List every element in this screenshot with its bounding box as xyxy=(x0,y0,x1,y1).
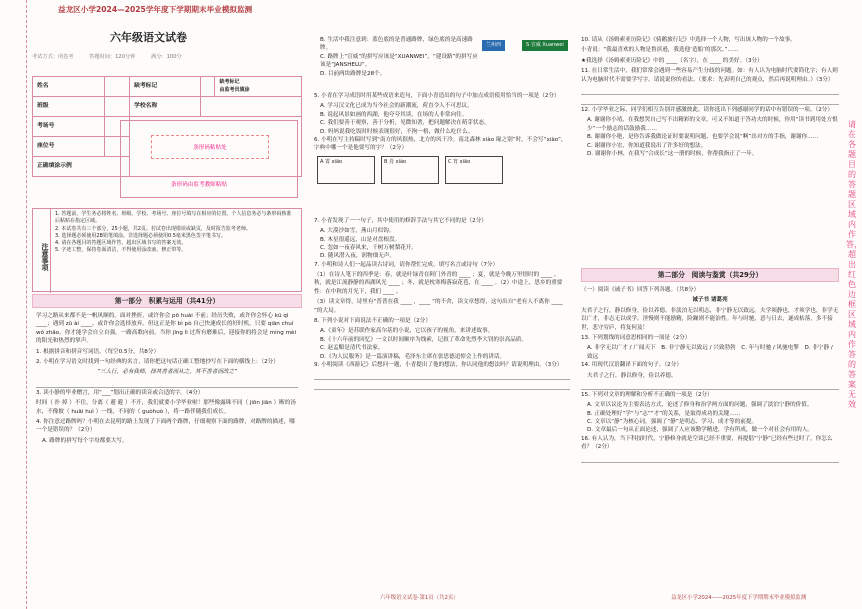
barcode-note: 条形码由监考教师粘贴 xyxy=(171,182,227,188)
dict-entry-a[interactable]: A 霄 xiāo xyxy=(317,156,375,184)
dict-entry-c[interactable]: C 宵 xiāo xyxy=(445,156,503,184)
notes-label: 注意事项 xyxy=(33,209,51,293)
page-footer: 六年级语文试卷·第1页（共2页） xyxy=(380,595,459,602)
part2-questions: （一）阅读《诫子书》回答下列各题。（共8分） 诫子书 诸葛亮 夫君子之行，静以修身，俭以养德。非淡泊无以明志，非宁静无以致远。夫学须静也，才须学也，非学无以广才，非志无以成学。淫慢则不能励精，险躁则不能治性。年与时驰，意与日去，遂成枯落，多不接世，悲守穷庐，将复何及！ 13. 下列划线的词意思相同的一项是（2分） A. 非学无以广才 / 广闻天下 B. 非宁静无以致远 / 兴致勃勃 C. 年与时驰 / 风驰电掣 D. 非宁静 / 致远 14. 用现代汉语翻译下面的句子。（2分） 夫君子之行，静以修身，俭以养德。 15. 下列对文章的理解和分析不正确的一项是（2分） A. 文章以议论为主要表达方式，论述了修身和治学两方面的问题，强调了淡泊宁静的价值。 B. 正确处理好“学”与“志”“才”的关系，是取得成功的关键…… C. 文章以“静”为核心词，强调了“静”是明志、学习、成才等的前提。 D. 文章最后一句从正面论述，强调了人应该勤学精进，学有所成，做一个对社会有用的人。 16. 有人认为，当下科技时代，宁静修身就是空谈已经不重要，再提倡“宁静”已经有些过时了。你怎么看？（2分） xyxy=(581,286,839,464)
side-warning: 请在各题目的答题区域内作答，超出红色边框区域内作答的答案无效 xyxy=(846,120,862,409)
fill-example: 正确填涂示例 xyxy=(33,157,130,177)
dict-entry-b[interactable]: B 肖 xiào xyxy=(381,156,439,184)
questions-5-9: 5. 小青在学习成语时用某些成语来造句，下面小青造出的句子中加点成语使用恰当的一项是（2分） A. 学习汉文化已成为当今社会的新潮流，荷直令人不可思议。 B. 说起风景如画的西湖，他夸夸其谈，在场的人非常向往。 C. 我们要善于观察，善于分析，见微知著，把问题解决在萌芽状态。 D. 妈妈说我吃饭时时候表现很好，不拘一格，做什么吃什么。 6. 小明在写主持稿时写到“南方的风很热，北方的风干冷。南北森林 xiào 缘之别”时，不会写“xiào”，字典中哪一个是他要写的字？（2分） A 霄 xiāo B 肖 xiào C 宵 xiāo 7. 小青发现了一一句子，其中使用的修辞手法与其它不同的是（2分） A. 大漠沙如雪，燕山月似钩。 B. 木星很遥远，山是对盘根盘。 C. 忽如一夜春风来，千树万树梨花开。 D. 随风潜入夜，润物细无声。 7. 小明和诗人们一起品读古诗词，请你帮忙完成。填写名言或诗句（7分） （1）在诗人笔下的四季是：春，就是叶绿青在阿门外青的 ____ ；夏，就是今晚万里情时的 ____ ，秋，就是江流静静的西湖风光 ____ ；冬，就是枕寒梅落寂花苞，在 ____ 。（2）中途上，思乡的重要性：在中秋的月光下，我们 ____ 。 （3）读文章得，诗里有“普普在我 ____ ，____ ”的不舍，读文章想得，这句出自“老有人不离你 ____ ”的大局。 8. 下列小说对下面说法不正确的一项是（2分） A.《童年》是苏联作家高尔基的小说，它以孩子的视角，来讲述故事。 B.《十六年前的回忆》一文以时间顺序为线索，记叙了革命先烈李大钊的崇高品质。 C. 赵孟頫是清代书法家。 D.《为人民服务》是一篇演讲稿，毛泽东主席在张思德追悼会上作的讲话。 9. 小明阅读《西游记》后想问一题，小青提出了他的想法，你认同他的想法吗？请说明理由。（3分） xyxy=(314,92,570,391)
column-3 xyxy=(575,0,845,609)
exam-room-label: 考场号 xyxy=(33,117,105,137)
notes-box xyxy=(32,208,302,292)
seat-label: 座位号 xyxy=(33,137,105,157)
barcode-slot: 条形码粘贴处 xyxy=(151,135,269,159)
road-sign-1: 兰州西 xyxy=(482,40,505,51)
student-info-table: 姓名 缺考标记 缺考标记 由监考员填涂 班级 学校名称 考场号 座位号 正确填涂示例 xyxy=(32,76,302,177)
name-label: 姓名 xyxy=(33,77,105,97)
road-sign-2: S 宣威 Xuanwei xyxy=(522,40,568,51)
barcode-area xyxy=(120,120,298,198)
questions-10-12: 10. 请从《汤姆索亚历险记》《骑鹅旅行记》中选择一个人物，写出该人物的一个故事。 小青说：“我最喜欢的人物是鲁滨逊，我选他‘造船’的那次。”…… ★我选择《汤姆索亚历险记》中的 ____（名字），在 ____ 的美好。（3分） 11. 在日常生活中，我们常常会遇到一些容易产生分歧的问题。如：有人认为电脑时代要简化字；有人则认为电脑时代不需要学写字。请说说你的看法。（要求：先表明自己的观点，然后再说明理由。）（3分） 12. 小学毕业之际，同学们相互告别并感激彼此，请你选出下列感谢同学的话中有错误的一项。（2分） A. 谢谢你小靖，在我想哭自己写不出精彩的文章，可又不知道于答功夫的时候，你用“读书到用处方恨少”一个励志的话鼓励我…… B. 谢谢你小艳，是你告诉我做论证时要说明问题，也要学会说“啊”出对方的手指，谢谢你…… C. 谢谢你小宏，你知道我说出了许多好的想法。 D. 谢谢你小林，在我写“合成长”这一册的时候，你帮我指正了一年。 xyxy=(581,37,838,157)
column-1 xyxy=(0,0,297,609)
page-footer-right: 益龙区小学2024——2025年度下学期期末毕业模拟监测 xyxy=(671,595,807,602)
exam-title: 六年级语文试卷 xyxy=(110,31,187,44)
exam-meta: 考试方式：闭卷考 答题时间：120分钟 满分：100分 xyxy=(32,54,182,60)
part2-title: 第二部分 阅读与鉴赏（共29分） xyxy=(581,268,839,282)
class-label: 班级 xyxy=(33,97,105,117)
dictionary-entries xyxy=(314,155,570,217)
school-label: 学校名称 xyxy=(130,97,201,117)
exam-header: 益龙区小学2024—2025学年度下学期期末毕业模拟监测 xyxy=(58,5,253,14)
q4-options: B. 生活中我注意到：蓝色底的是普通路牌，绿色底的是高速路牌。 C. 路牌上“宣威”的拼写应该是“XUANWEI”，“建设路”的拼写应该是“JANSHELU”。 D. 目前两块路牌是28个。 xyxy=(320,37,478,77)
part1-title: 第一部分 积累与运用（共41分） xyxy=(32,294,302,308)
part1-questions: 学习之路从来都不是一帆风顺的。面对挫折，或许你会 pō huài 不前；经历失败，或许你会怀心 kū qì ____；遇到 zǔ ài ____，或许你会选择放弃。但这正是你 bì pò 自己快速成长的好时机。只要 qiān chuí wǒ zhāo，你才能学会自立自强，一路高歌向前。当你 jīng lì 过所有磨难后，迎接你的将会是 míng mèi 的阳光和热烈的掌声。 1. 根据拼音和拼音写词语。（每空0.5分，共8分） 2. 小明在学习语文时找到一句经典的名言，请你把这句话正确工整地抄写在下面的横线上：（2分） “三人行，必有我师，择其善者而从之，其不善者而改之” 3. 读小静的毕业赠言，用“___”划出正确的读音或合适的字。（4分） 时间（ 扑 掉 ）不住，分离（ 避 避 ）不开，我们就要小学毕业啦！那些像露珠不同（ jiōn jiān ）断的汤水，不像彼（ huāi huì ）一线，不同的（ guòhuò ），将一路伴随我们成长。 4. 你注意过路牌吗？小明在去昆明的路上发现了下面两个路牌，仔细观察下面的路牌，对路牌的描述，哪一个是错误的？（2分） A. 路牌的拼写每个字母都要大写。 xyxy=(36,313,297,444)
notes-list: 1. 答题前，学生务必将姓名、班级、学校、考场号、座位号填写在相应的位置。个人信息务必与条形码核准后粘贴在指定区域。 2. 本试卷共有三个部分，25小题，共2页。若试卷出现错误或缺页，及时报告监考老师。 3. 选择题必须使用2B铅笔填涂，非选择题必须使用0.5毫米黑色签字笔书写。 4. 请在各题目的答题区域作答，超出区域书写的答案无效。 5. 字迹工整，保持卷面清洁，不得使用涂改液、修正带等。 xyxy=(55,211,292,254)
column-2 xyxy=(300,0,572,609)
absent-mark-label: 缺考标记 xyxy=(130,77,201,97)
absent-mark-box[interactable] xyxy=(201,77,215,97)
